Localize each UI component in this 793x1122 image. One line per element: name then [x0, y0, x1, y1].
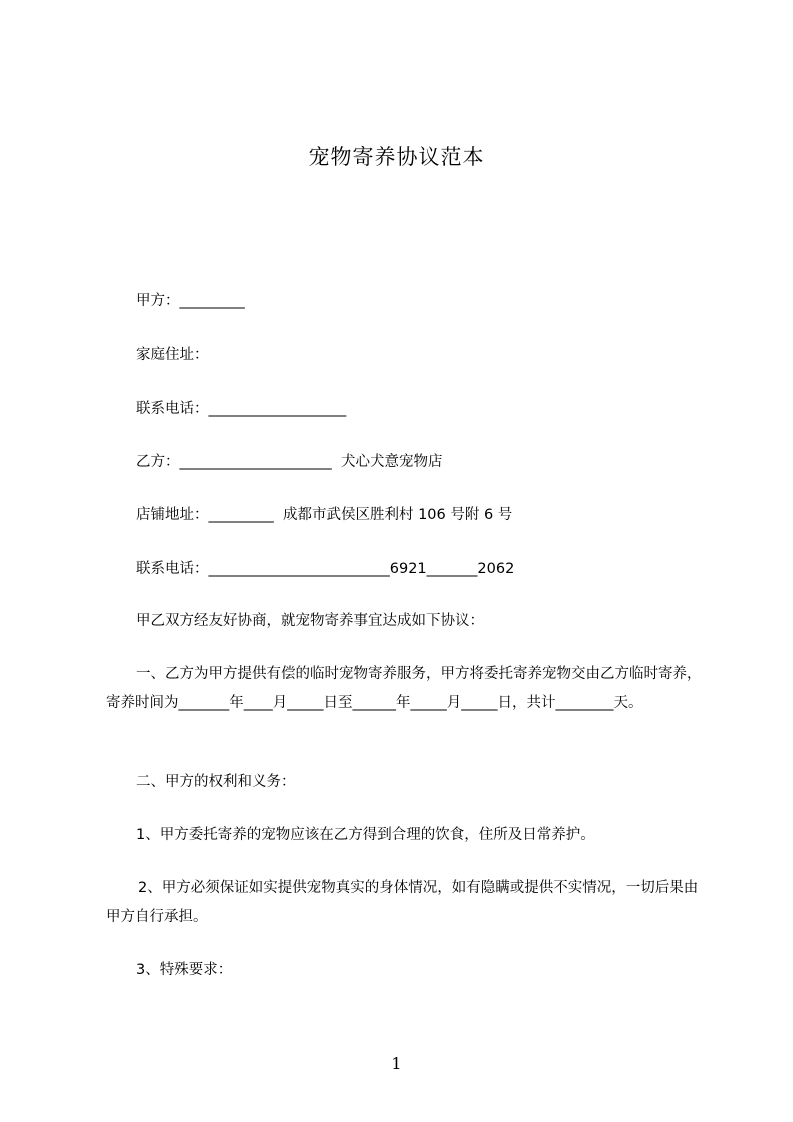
shop-address-line: 店铺地址：_________ 成都市武侯区胜利村 106 号附 6 号 [136, 507, 513, 523]
clause-2-item-2: 2、甲方必须保证如实提供宠物真实的身体情况，如有隐瞒或提供不实情况，一切后果由甲方自行承担。 [106, 880, 699, 925]
clause-2-heading: 二、甲方的权利和义务： [136, 774, 296, 790]
document-title: 宠物寄养协议范本 [308, 145, 485, 169]
clause-2-item-3: 3、特殊要求： [136, 962, 233, 978]
clause-2-item-1: 1、甲方委托寄养的宠物应该在乙方得到合理的饮食，住所及日常养护。 [136, 827, 595, 843]
party-b-phone-line: 联系电话：_________________________6921_______2062 [136, 561, 515, 577]
page-number: 1 [391, 1054, 402, 1073]
party-b-line: 乙方：_____________________ 犬心犬意宠物店 [136, 454, 443, 470]
party-a-phone-line: 联系电话：___________________ [136, 401, 347, 417]
party-a-line: 甲方：_________ [136, 293, 245, 309]
clause-1-paragraph: 一、乙方为甲方提供有偿的临时宠物寄养服务，甲方将委托寄养宠物交由乙方临时寄养，寄养时间为_______年____月_____日至______年_____月_____日，共计________天。 [106, 666, 702, 711]
home-address-line: 家庭住址： [136, 347, 209, 363]
intro-paragraph: 甲乙双方经友好协商，就宠物寄养事宜达成如下协议： [136, 613, 484, 629]
